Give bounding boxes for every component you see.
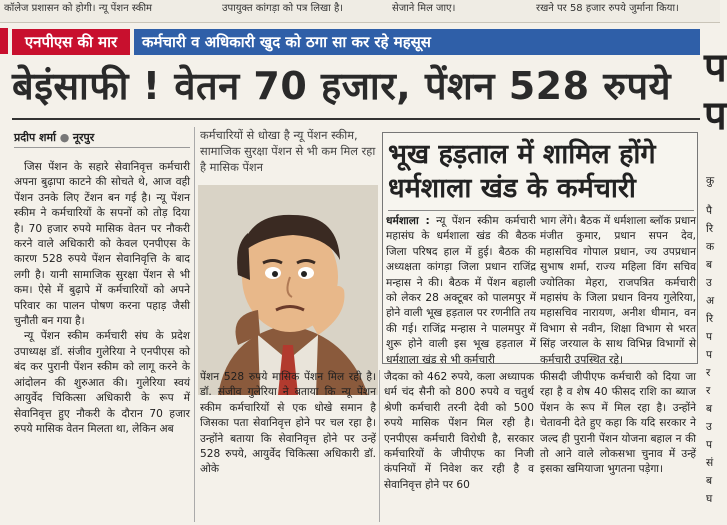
headline: बेइंसाफी ! वेतन 70 हजार, पेंशन 528 रुपये — [12, 64, 672, 108]
paragraph: न्यू पेंशन स्कीम कर्मचारी संघ के प्रदेश उपाध्यक्ष डॉ. संजीव गुलेरिया ने एनपीएस को बंद कर पुरानी पेंशन स्कीम को लागू करने के आंदोलन की शुरुआत की। गुलेरिया स्वयं आयुर्वेद चिकित्सा अधिकारी के रूप में सेवानिवृत्त हुए नौकरी के दौरान 70 हजार रुपये मासिक वेतन मिलता था, लेकिन अब — [14, 330, 190, 435]
article-column-1 — [14, 160, 190, 522]
paragraph: फीसदी जीपीएफ कर्मचारी को दिया जा रहा है व शेष 40 फीसद राशि का ब्याज पेंशन के रूप में मिल रहा है। उन्होंने चेतावनी देते हुए कहा कि यदि सरकार ने जल्द ही पुरानी पेंशन योजना बहाल न की तो आने वाले लोकसभा चुनाव में उन्हें इसका खमियाजा भुगतना पड़ेगा। — [540, 371, 696, 476]
box-column-right: भाग लेंगे। बैठक में धर्मशाला ब्लॉक प्रधान मंजीत कुमार, प्रधान सपन देव, महासचिव गोपाल प्रधान, ज्य उपप्रधान सुभाष शर्मा, राज्य महिला विंग सचिव ज्योतिका मेहरा, राजपत्रित कर्मचारी महासंघ के जिला प्रधान विनय गुलेरिया, महासचिव नारायण, अनीश धीमान, वन विभाग से नवीन, शिक्षा विभाग से भरत सिंह जरयाल के साथ विभिन्न विभागों से कर्मचारी उपस्थित रहे। — [540, 215, 696, 366]
box-heading-rule — [388, 210, 694, 211]
paragraph: पेंशन 528 रुपये मासिक पेंशन मिल रही है। डॉ. संजीव गुलेरिया ने बताया कि न्यू पेंशन स्कीम कर्मचारियों से एक धोखे समान है जिसका पता सेवानिवृत्त होने पर चल रहा है। उन्होंने बताया कि सेवानिवृत्त होने पर उन्हें 528 रुपये, आयुर्वेद चिकित्सा अधिकारी डॉ. ओके — [200, 371, 376, 476]
article-column-2 — [200, 370, 376, 522]
article-column-3 — [384, 370, 534, 522]
edge-glyph: ब — [706, 475, 713, 487]
edge-glyph: र — [706, 367, 711, 379]
top-strip — [0, 0, 720, 23]
edge-glyph: कु — [706, 175, 715, 187]
edge-glyph: अ — [706, 295, 715, 307]
edge-glyph: र — [706, 385, 711, 397]
edge-glyph: क — [706, 241, 715, 253]
headline-rule — [12, 118, 700, 120]
edge-big-glyph: प — [704, 45, 727, 91]
edge-glyph: पै — [706, 205, 713, 217]
box-column-left — [386, 214, 537, 366]
byline-author: प्रदीप शर्मा — [14, 131, 56, 144]
box-body-left: न्यू पेंशन स्कीम कर्मचारी महासंघ के धर्मशाला खंड की बैठक जिला परिषद हाल में हुई। बैठक की अध्यक्षता कांगड़ा जिला प्रधान राजिंद्र मन्हास ने की। बैठक में पेंशन बहाली को लेकर 28 अक्टूबर को पालमपुर में होने वाली भूख हड़ताल पर रणनीति तय की गई। राजिंद्र मन्हास ने पालमपुर में शुरू होने वाली इस भूख हड़ताल में धर्मशाला खंड से भी कर्मचारी — [386, 215, 537, 366]
page-edge-red-strip — [0, 28, 8, 54]
kicker-blue-label: कर्मचारी व अधिकारी खुद को ठगा सा कर रहे महसूस — [134, 29, 700, 55]
box-heading: भूख हड़ताल में शामिल होंगे धर्मशाला खंड के कर्मचारी — [388, 139, 656, 204]
byline: प्रदीप शर्मा ● नूरपुर — [14, 131, 95, 144]
edge-glyph: ब — [706, 259, 713, 271]
column-divider — [194, 127, 195, 522]
cartoon-man-icon — [198, 185, 378, 395]
article-column-4 — [540, 370, 696, 522]
edge-glyph: प — [706, 439, 713, 451]
paragraph: जिस पेंशन के सहारे सेवानिवृत्त कर्मचारी अपना बुढ़ापा काटने की सोचते थे, आज वही पेंशन उनके लिए टेंशन बन गई है। न्यू पेंशन स्कीम ने कर्मचारियों के सपनों को तोड़ दिया है। 70 हजार रुपये मासिक वेतन पर नौकरी करने वाले अधिकारी को केवल एनपीएस के कारण 528 रुपये पेंशन सेवानिवृत्ति के बाद लगी है। यानी सामाजिक सुरक्षा पेंशन से भी कम। ऐसे में बुढ़ापे में कर्मचारियों को अपने परिवार का पालन पोषण करना पहाड़ जैसी चुनौती बन गया है। — [14, 161, 190, 328]
top-strip-text-4: रखने पर 58 हजार रुपये जुर्माना किया। — [536, 3, 679, 14]
top-strip-text-3: सेजाने मिल जाए। — [392, 3, 456, 14]
kicker-red-label: एनपीएस की मार — [12, 29, 130, 55]
edge-glyph: रि — [706, 313, 714, 325]
edge-glyph: रि — [706, 223, 714, 235]
byline-rule — [14, 147, 190, 148]
paragraph: जैदका को 462 रुपये, कला अध्यापक धर्म चंद सैनी को 800 रुपये व चतुर्थ श्रेणी कर्मचारी तरनी देवी को 500 रुपये मासिक पेंशन मिल रही है। एनपीएस कर्मचारी विरोधी है, सरकार कर्मचारियों के जीपीएफ का निजी कंपनियों में निवेश कर रही है व सेवानिवृत्त होने पर 60 — [384, 371, 534, 491]
pull-quote: कर्मचारियों से धोखा है न्यू पेंशन स्कीम, सामाजिक सुरक्षा पेंशन से भी कम मिल रहा है मासिक पेंशन — [200, 128, 376, 174]
edge-glyph: उ — [706, 421, 712, 433]
edge-glyph: ब — [706, 403, 713, 415]
top-strip-text-1: कॉलेज प्रशासन को होगी। न्यू पेंशन स्कीम — [4, 3, 153, 14]
edge-glyph: उ — [706, 277, 712, 289]
top-strip-text-2: उपायुक्त कांगड़ा को पत्र लिखा है। — [222, 3, 344, 14]
edge-glyph: घ — [706, 493, 713, 505]
byline-place: नूरपुर — [72, 131, 95, 144]
edge-glyph: प — [706, 331, 713, 343]
column-divider — [379, 370, 380, 522]
edge-glyph: सं — [706, 457, 714, 469]
adjacent-article-edge — [702, 28, 727, 525]
cartoon-illustration — [198, 185, 378, 395]
edge-big-glyph: प — [704, 93, 727, 139]
box-dateline: धर्मशाला : — [386, 215, 430, 227]
edge-glyph: प — [706, 349, 713, 361]
